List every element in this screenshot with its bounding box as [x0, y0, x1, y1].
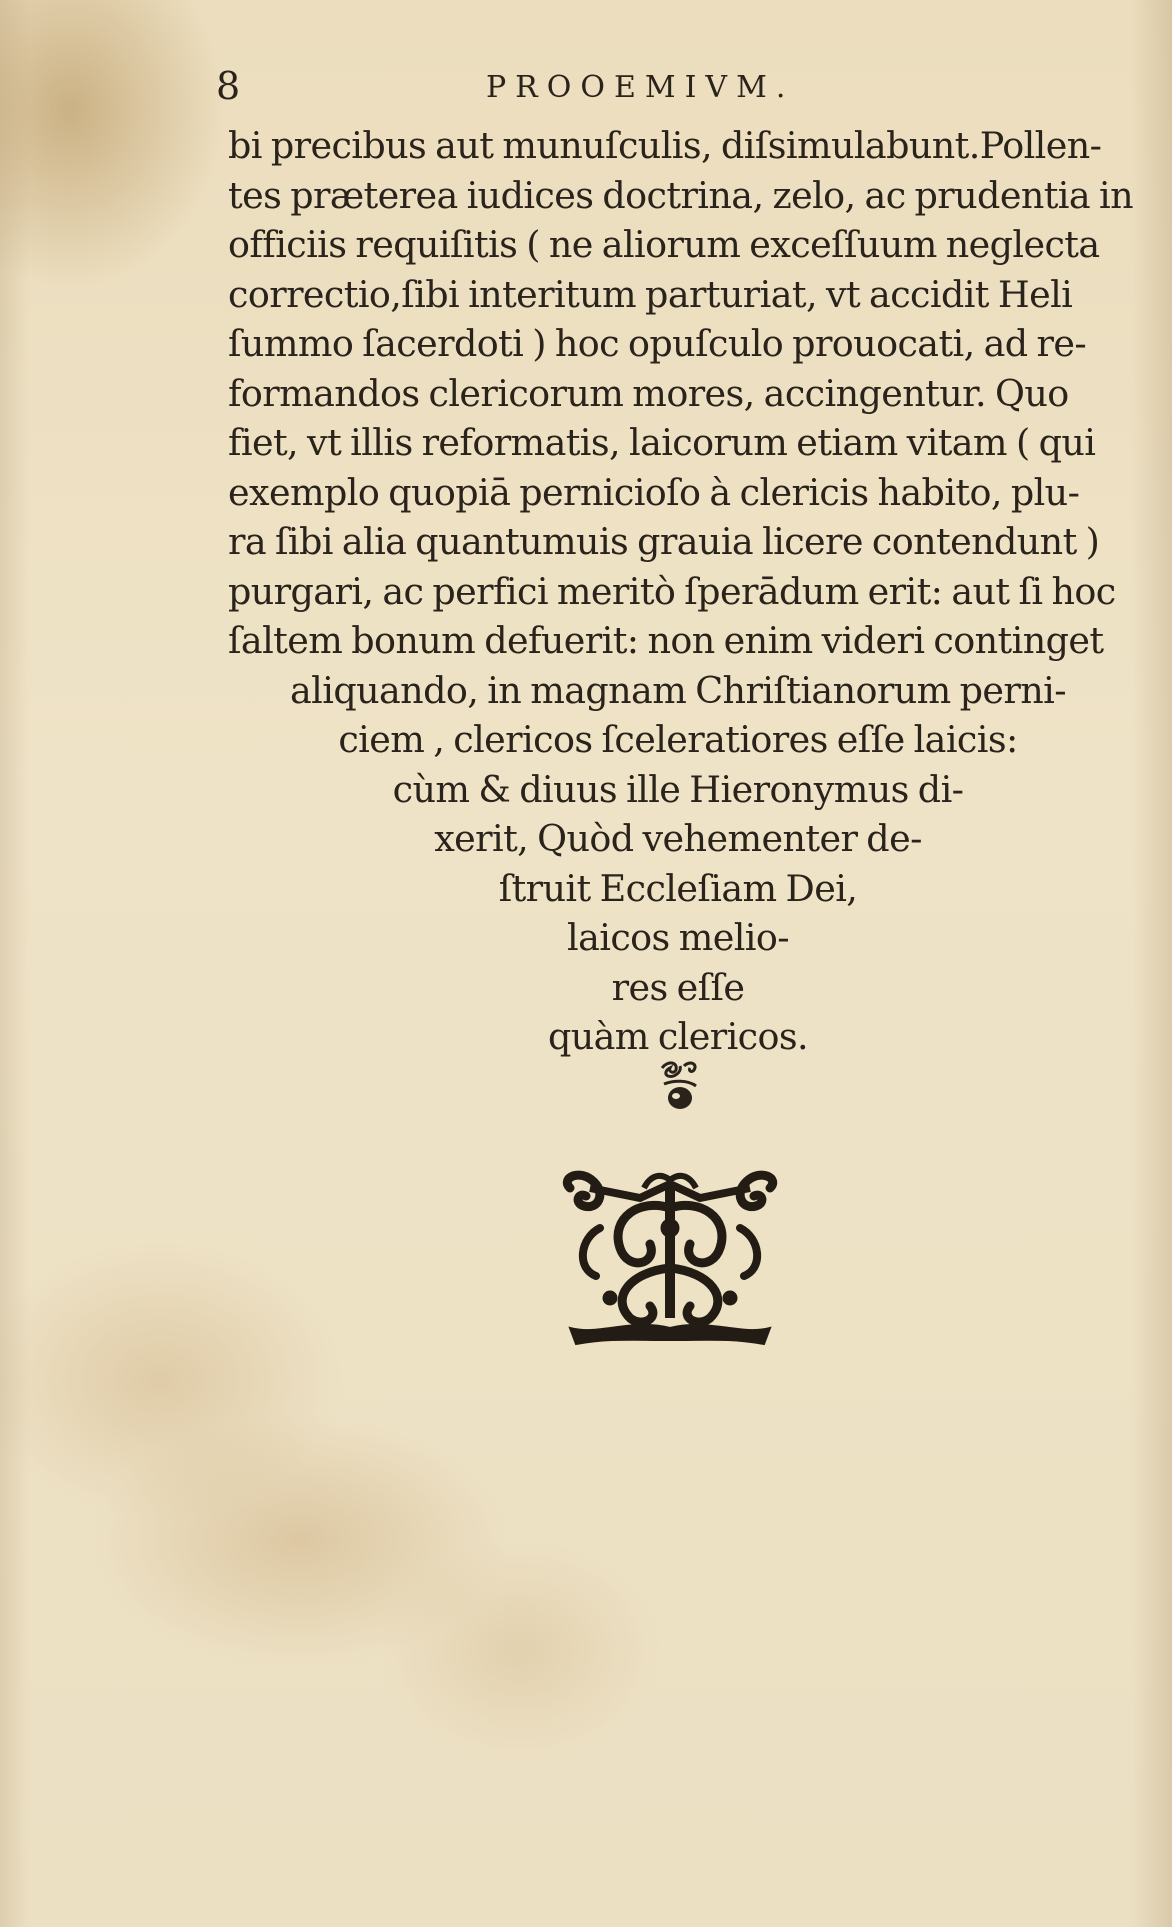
text-line-tapered: quàm clericos.: [547, 1015, 809, 1058]
page-header: [216, 64, 1136, 108]
running-title: PROOEMIVM.: [486, 70, 795, 105]
text-line-tapered: ciem , clericos ſceleratiores eſſe laicis:: [338, 718, 1018, 761]
text-line: fiet, vt illis reformatis, laicorum etiam vitam ( qui: [228, 421, 1096, 464]
text-line: ſaltem bonum defuerit: non enim videri continget: [228, 619, 1104, 662]
text-line: formandos clericorum mores, accingentur. Quo: [228, 371, 1069, 415]
text-line-tapered: cùm & diuus ille Hieronymus di-: [392, 767, 964, 811]
fleuron-icon: [654, 1058, 704, 1114]
text-line: tes prӕterea iudices doctrina, zelo, ac prudentia in: [228, 173, 1134, 217]
text-line-tapered: aliquando, in magnam Chriſtianorum perni-: [290, 668, 1066, 712]
text-line: ſummo ſacerdoti ) hoc opuſculo prouocati, ad re-: [228, 322, 1087, 365]
text-line: purgari, ac perfici meritò ſperādum erit: aut ſi hoc: [228, 569, 1116, 613]
page-number: 8: [216, 64, 241, 108]
ornament-tailpiece: [550, 1168, 790, 1348]
text-line: correctio,ſibi interitum parturiat, vt accidit Heli: [228, 272, 1073, 316]
text-line: officiis requiſitis ( ne aliorum exceſſuum neglecta: [228, 223, 1100, 266]
text-line: bi precibus aut munuſculis, diſsimulabunt.Pollen-: [228, 124, 1102, 167]
text-line-tapered: laicos melio-: [567, 916, 789, 959]
text-line-tapered: ſtruit Eccleſiam Dei,: [498, 866, 858, 910]
text-line: exemplo quopiā pernicioſo à clericis habito, plu-: [228, 470, 1080, 514]
text-line-tapered: res eſſe: [611, 965, 745, 1009]
body-text: [228, 121, 1148, 1062]
text-line: ra ſibi alia quantumuis grauia licere contendunt ): [228, 520, 1100, 563]
text-line-tapered: xerit, Quòd vehementer de-: [434, 817, 922, 860]
